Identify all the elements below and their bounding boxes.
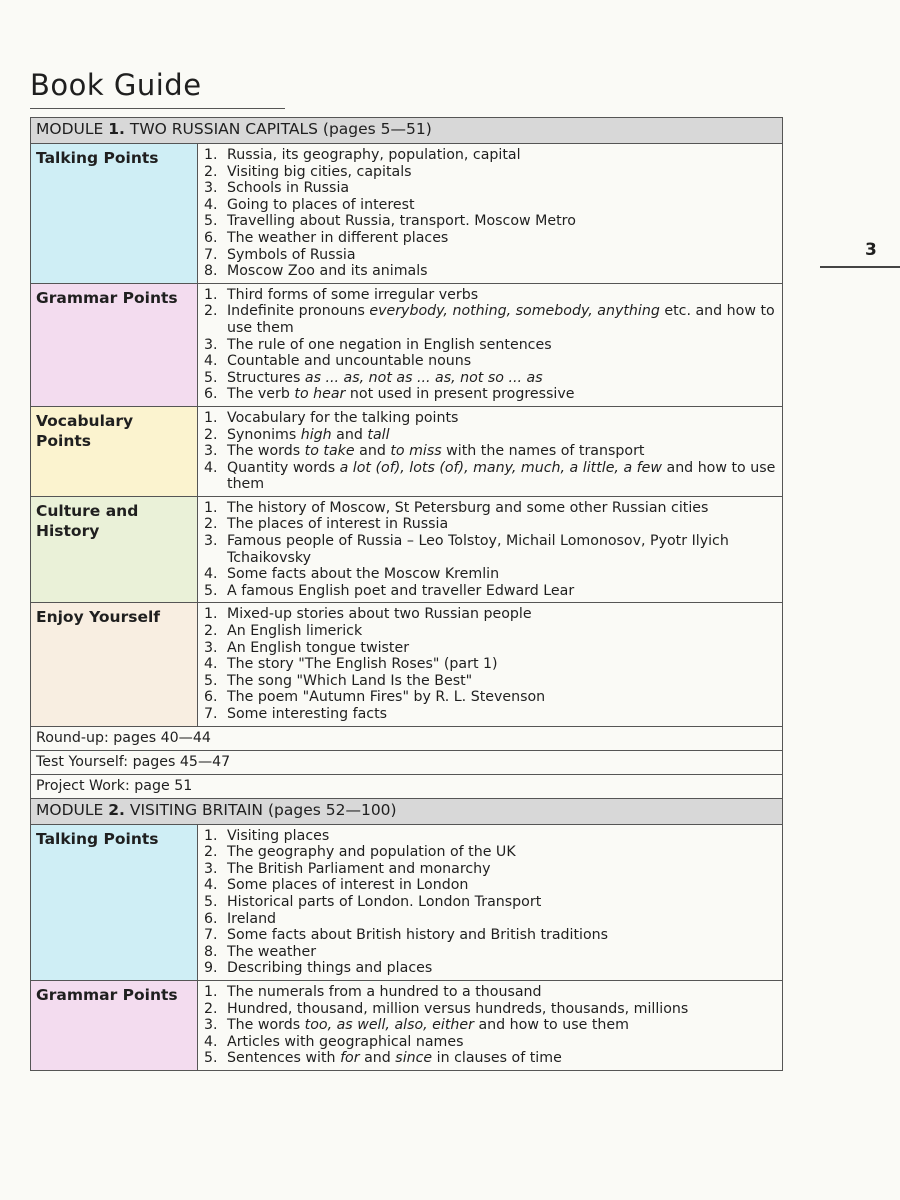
list-item [204,147,782,164]
list-item [204,689,782,706]
module-pages: (pages 52—100) [267,800,397,819]
list-item [204,180,782,197]
list-item [204,566,782,583]
list-item [204,828,782,845]
module-number: 1. [108,120,125,138]
item-number: 8. [204,943,218,960]
item-number: 5. [204,213,218,230]
item-text: The rule of one negation in English sentences [227,336,552,353]
list-item [204,656,782,673]
item-number: 5. [204,582,218,599]
item-number: 4. [204,877,218,894]
item-text: Articles with geographical names [227,1033,464,1050]
roundup-row [31,726,783,750]
item-text: The numerals from a hundred to a thousand [227,983,542,1000]
module-2-header [31,798,783,824]
item-text: Travelling about Russia, transport. Moscow Metro [227,213,576,230]
item-number: 1. [204,827,218,844]
list-item [204,263,782,280]
item-number: 4. [204,459,218,476]
list-item [204,583,782,600]
page-number: 3 [865,240,877,260]
item-number: 3. [204,639,218,656]
item-number: 1. [204,983,218,1000]
item-number: 5. [204,369,218,386]
item-text: Moscow Zoo and its animals [227,263,428,280]
list-item [204,247,782,264]
list-item [204,337,782,354]
test-row [31,750,783,774]
list-item [204,516,782,533]
module-prefix: MODULE [36,800,104,819]
item-text: The words to take and to miss with the names of transport [227,443,645,460]
module-pages: (pages 5—51) [322,120,432,138]
item-number: 1. [204,606,218,623]
item-number: 6. [204,689,218,706]
item-text: Vocabulary for the talking points [227,409,459,426]
item-text: Schools in Russia [227,180,350,197]
item-list [204,984,782,1067]
item-number: 3. [204,443,218,460]
item-number: 3. [204,860,218,877]
item-text: Third forms of some irregular verbs [227,286,479,303]
item-text: The poem "Autumn Fires" by R. L. Stevenson [227,689,546,706]
item-text: The song "Which Land Is the Best" [227,672,473,689]
item-list [204,828,782,977]
item-number: 5. [204,1050,218,1067]
item-number: 2. [204,426,218,443]
section-row [31,496,783,603]
item-text: Historical parts of London. London Transport [227,893,542,910]
item-text: An English tongue twister [227,639,410,656]
item-number: 3. [204,1017,218,1034]
item-number: 6. [204,229,218,246]
page-number-rule [820,266,900,268]
item-list [204,287,782,403]
item-list [204,410,782,493]
item-text: The history of Moscow, St Petersburg and some other Russian cities [227,499,709,516]
title-underline [30,108,285,109]
item-text: Visiting big cities, capitals [227,163,412,180]
item-text: The story "The English Roses" (part 1) [227,656,498,673]
list-item [204,984,782,1001]
list-item [204,427,782,444]
section-row [31,406,783,496]
item-number: 6. [204,386,218,403]
item-number: 4. [204,656,218,673]
list-item [204,673,782,690]
item-text: Some places of interest in London [227,877,469,894]
book-guide-table [30,117,783,1071]
page-title: Book Guide [30,68,202,102]
item-number: 7. [204,246,218,263]
item-text: The words too, as well, also, either and how to use them [227,1017,629,1034]
item-text: The geography and population of the UK [227,844,516,861]
item-text: Sentences with for and since in clauses of time [227,1050,562,1067]
item-list [204,606,782,722]
item-number: 5. [204,672,218,689]
section-row [31,144,783,284]
module-name: TWO RUSSIAN CAPITALS [129,120,318,138]
item-number: 1. [204,147,218,163]
list-item [204,164,782,181]
item-text: The weather in different places [227,229,449,246]
section-row [31,980,783,1070]
section-label: Talking Points [31,144,198,284]
item-list [204,147,782,280]
item-text: Some facts about the Moscow Kremlin [227,566,500,583]
item-number: 4. [204,196,218,213]
list-item [204,1017,782,1034]
item-number: 1. [204,286,218,303]
list-item [204,410,782,427]
list-item [204,197,782,214]
roundup-text: Round-up: pages 40—44 [31,726,783,750]
section-label: Vocabulary Points [31,406,198,496]
list-item [204,861,782,878]
item-number: 1. [204,499,218,516]
item-list [204,500,782,600]
test-text: Test Yourself: pages 45—47 [31,750,783,774]
list-item [204,927,782,944]
item-number: 7. [204,706,218,722]
list-item [204,894,782,911]
list-item [204,353,782,370]
list-item [204,877,782,894]
list-item [204,230,782,247]
item-text: Symbols of Russia [227,246,356,263]
item-number: 2. [204,163,218,180]
item-text: Famous people of Russia – Leo Tolstoy, Michail Lomonosov, Pyotr Ilyich Tchaikovsky [227,533,729,566]
project-row [31,774,783,798]
list-item [204,640,782,657]
section-row [31,283,783,406]
list-item [204,386,782,403]
item-text: Russia, its geography, population, capital [227,147,521,163]
section-row [31,824,783,980]
item-text: Hundred, thousand, million versus hundreds, thousands, millions [227,1000,689,1017]
item-text: Some interesting facts [227,706,388,722]
list-item [204,944,782,961]
item-number: 3. [204,336,218,353]
item-number: 5. [204,893,218,910]
item-number: 2. [204,516,218,533]
list-item [204,1034,782,1051]
item-text: Structures as ... as, not as ... as, not so ... as [227,369,543,386]
item-text: Visiting places [227,827,330,844]
item-text: The weather [227,943,317,960]
list-item [204,606,782,623]
list-item [204,287,782,304]
item-text: Mixed-up stories about two Russian people [227,606,532,623]
list-item [204,213,782,230]
list-item [204,1001,782,1018]
item-text: Synonims high and tall [227,426,390,443]
item-number: 3. [204,533,218,550]
module-1-header [31,118,783,144]
item-text: The verb to hear not used in present progressive [227,386,575,403]
item-text: A famous English poet and traveller Edward Lear [227,582,575,599]
module-prefix: MODULE [36,120,104,138]
list-item [204,960,782,977]
item-text: Going to places of interest [227,196,415,213]
section-label: Enjoy Yourself [31,603,198,726]
item-number: 9. [204,960,218,977]
list-item [204,911,782,928]
project-text: Project Work: page 51 [31,774,783,798]
list-item [204,460,782,493]
module-name: VISITING BRITAIN [129,800,264,819]
item-number: 3. [204,180,218,197]
item-number: 2. [204,844,218,861]
item-text: Some facts about British history and British traditions [227,927,609,944]
list-item [204,533,782,566]
item-number: 2. [204,303,218,320]
section-row [31,603,783,726]
list-item [204,844,782,861]
item-text: Ireland [227,910,277,927]
list-item [204,1050,782,1067]
item-number: 2. [204,1000,218,1017]
section-label: Grammar Points [31,980,198,1070]
item-number: 2. [204,623,218,640]
section-label: Culture and History [31,496,198,603]
list-item [204,443,782,460]
item-text: Indefinite pronouns everybody, nothing, somebody, anything etc. and how to use them [227,303,775,336]
list-item [204,706,782,723]
item-number: 4. [204,353,218,370]
section-label: Talking Points [31,824,198,980]
item-number: 4. [204,1033,218,1050]
list-item [204,623,782,640]
list-item [204,500,782,517]
item-number: 8. [204,263,218,280]
item-number: 4. [204,566,218,583]
module-number: 2. [108,800,125,819]
item-number: 7. [204,927,218,944]
item-text: Quantity words a lot (of), lots (of), many, much, a little, a few and how to use them [227,459,776,493]
item-number: 6. [204,910,218,927]
item-text: The places of interest in Russia [227,516,449,533]
list-item [204,370,782,387]
item-text: The British Parliament and monarchy [227,860,491,877]
item-number: 1. [204,409,218,426]
item-text: Countable and uncountable nouns [227,353,472,370]
item-text: An English limerick [227,623,363,640]
item-text: Describing things and places [227,960,433,977]
list-item [204,303,782,336]
section-label: Grammar Points [31,283,198,406]
